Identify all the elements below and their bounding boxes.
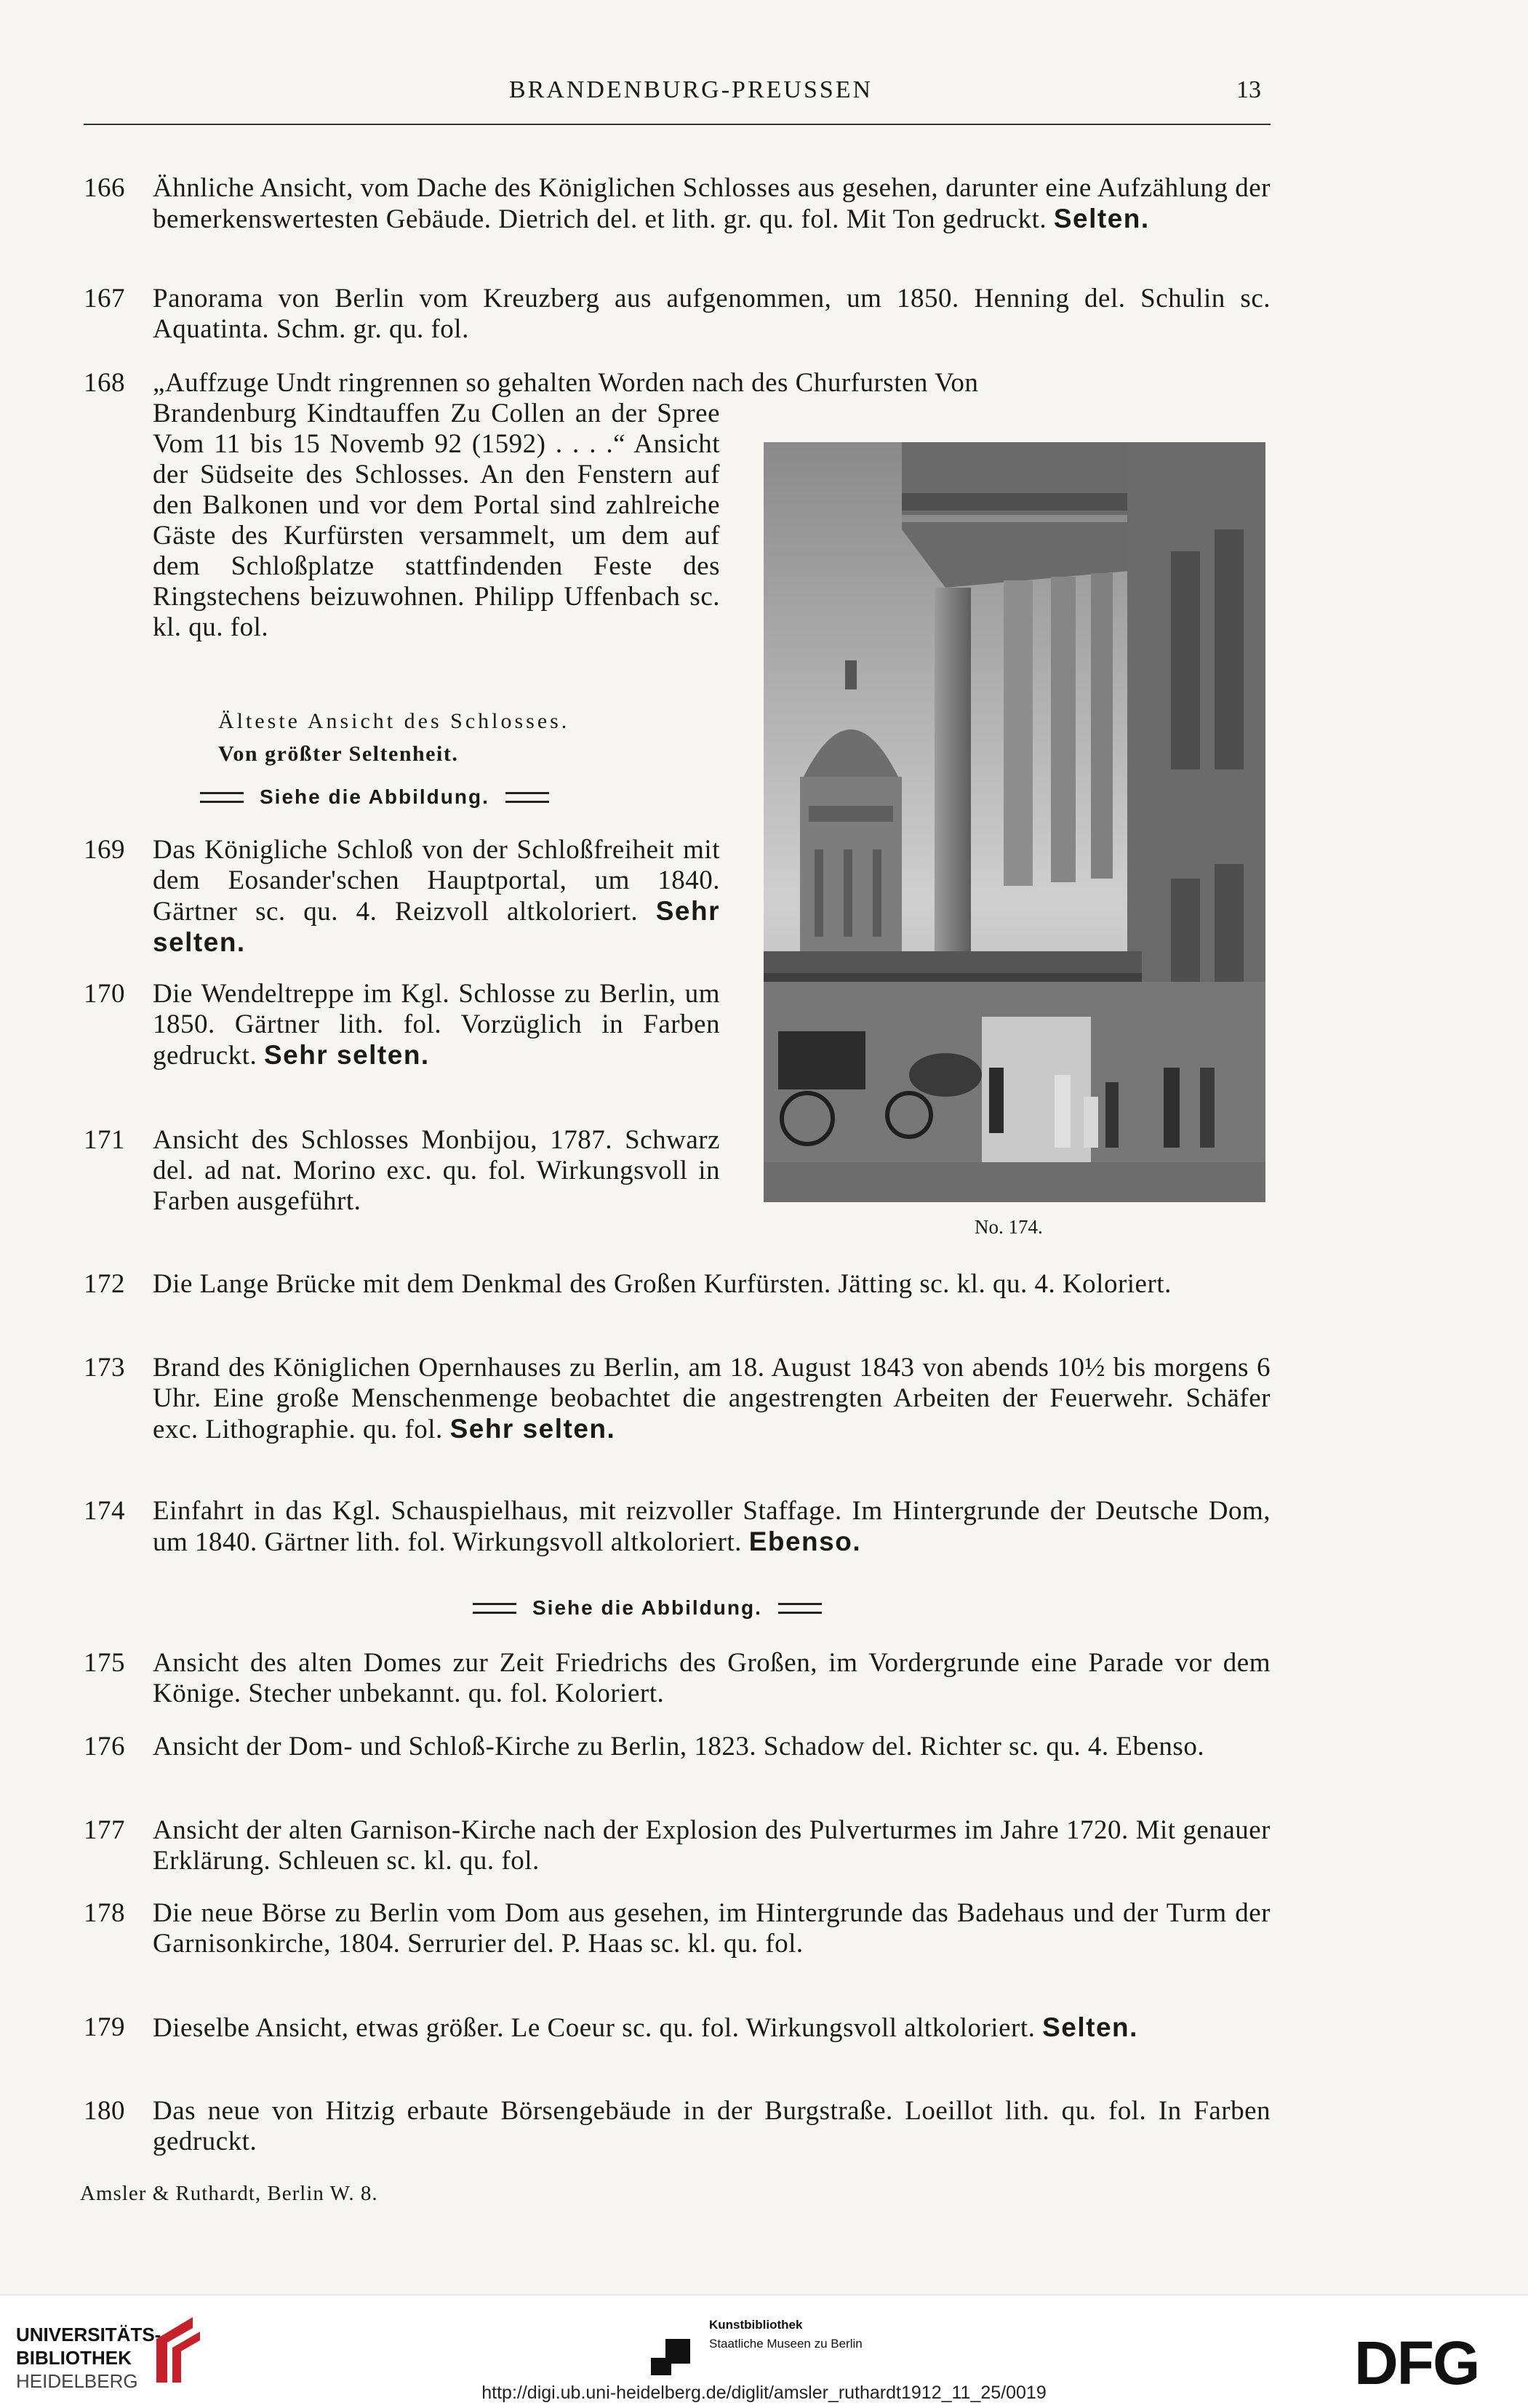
entry-number: 168 [84,368,125,398]
entry-number: 166 [84,173,125,203]
entry-175 [84,1648,1271,1709]
entry-172 [84,1269,1271,1300]
see-illustration-168 [200,785,549,809]
entry-number: 173 [84,1353,125,1383]
entry-text: Das Königliche Schloß von der Schloßfreiheit mit dem Eosander'schen Hauptportal, um 1840. Gärtner sc. qu. 4. Reizvoll altkoloriert. [153,835,720,927]
library-line-1: UNIVERSITÄTS- [16,2324,161,2345]
entry-166 [84,173,1271,235]
kb-title: Kunstbibliothek [709,2318,803,2332]
double-rule [778,1603,822,1614]
digitization-footer [0,2295,1528,2408]
page-number: 13 [1236,76,1261,103]
plate-caption: No. 174. [975,1216,1043,1238]
entry-179 [84,2012,1271,2044]
entry-rarity: Selten. [1053,204,1150,233]
entry-number: 177 [84,1815,125,1845]
double-rule [473,1603,516,1614]
entry-168-body [153,399,720,643]
entry-number: 180 [84,2096,125,2126]
see-illustration-text: Siehe die Abbildung. [260,785,489,808]
entry-text: Ähnliche Ansicht, vom Dache des Königlichen Schlosses aus gesehen, darunter eine Aufzählung der bemerkenswertesten Gebäude. Dietrich del. et lith. gr. qu. fol. Mit Ton gedruckt. [153,173,1271,234]
entry-text: Ansicht des Schlosses Monbijou, 1787. Schwarz del. ad nat. Morino exc. qu. fol. Wirkungsvoll in Farben ausgeführt. [153,1125,720,1216]
entry-178 [84,1898,1271,1959]
entry-number: 167 [84,284,125,313]
ub-heidelberg-logo-icon [149,2310,207,2390]
entry-rarity: Selten. [1042,2012,1138,2042]
entry-number: 176 [84,1732,125,1761]
entry-text: Panorama von Berlin vom Kreuzberg aus aufgenommen, um 1850. Henning del. Schulin sc. Aquatinta. Schm. gr. qu. fol. [153,284,1271,344]
entry-text: Das neue von Hitzig erbaute Börsengebäude in der Burgstraße. Loeillot lith. qu. fol. In Farben gedruckt. [153,2096,1271,2156]
entry-text: Die neue Börse zu Berlin vom Dom aus gesehen, im Hintergrunde das Badehaus und der Turm der Garnisonkirche, 1804. Serrurier del. P. Haas sc. kl. qu. fol. [153,1898,1271,1959]
entry-text: Die Wendeltreppe im Kgl. Schlosse zu Berlin, um 1850. Gärtner lith. fol. Vorzüglich in Farben gedruckt. [153,979,720,1071]
running-head: BRANDENBURG-PREUSSEN [508,76,873,103]
dfg-logo[interactable]: DFG [1354,2329,1479,2397]
entry-text: Brand des Königlichen Opernhauses zu Berlin, am 18. August 1843 von abends 10½ bis morgens 6 Uhr. Eine große Menschenmenge beobachtet die angestrengten Arbeiten der Feuerwehr. Schäfer exc. Lithographie. qu. fol. [153,1353,1271,1444]
entry-number: 170 [84,979,125,1009]
entry-rarity: Sehr selten. [449,1414,616,1444]
kunstbibliothek-wordmark[interactable] [709,2316,863,2353]
entry-rarity: Von größter Seltenheit. [218,742,459,766]
permalink-url[interactable]: http://digi.ub.uni-heidelberg.de/diglit/amsler_ruthardt1912_11_25/0019 [481,2383,1047,2403]
entry-rarity: Sehr selten. [263,1040,430,1070]
kb-subtitle: Staatliche Museen zu Berlin [709,2337,863,2351]
entry-169 [84,835,721,959]
entry-number: 179 [84,2012,125,2042]
entry-168-note: Älteste Ansicht des Schlosses. [218,709,570,733]
entry-174 [84,1496,1271,1558]
library-line-3: HEIDELBERG [16,2370,138,2392]
library-line-2: BIBLIOTHEK [16,2347,132,2369]
entry-number: 171 [84,1125,125,1155]
entry-text: Die Lange Brücke mit dem Denkmal des Großen Kurfürsten. Jätting sc. kl. qu. 4. Koloriert. [153,1269,1172,1299]
see-illustration-text: Siehe die Abbildung. [532,1596,762,1619]
double-rule [505,792,549,803]
entry-171 [84,1125,720,1217]
entry-number: 172 [84,1269,125,1299]
entry-rarity: Ebenso. [748,1527,862,1556]
entry-text: Ansicht der alten Garnison-Kirche nach der Explosion des Pulverturmes im Jahre 1720. Mit genauer Erklärung. Schleuen sc. kl. qu. fol. [153,1815,1271,1876]
plate-illustration [764,442,1265,1202]
entry-167 [84,284,1271,345]
entry-text-first-line: „Auffzuge Undt ringrennen so gehalten Worden nach des Churfursten Von [153,368,979,398]
see-illustration-174 [473,1596,822,1620]
entry-number: 175 [84,1648,125,1678]
entry-176 [84,1732,1271,1762]
entry-177 [84,1815,1271,1876]
entry-rarity: Sehr selten. [153,896,721,957]
entry-number: 169 [84,835,125,865]
publisher-imprint: Amsler & Ruthardt, Berlin W. 8. [80,2182,378,2205]
kunstbibliothek-logo-icon [651,2339,690,2375]
schauspielhaus-engraving-image [764,442,1265,1202]
entry-text: Dieselbe Ansicht, etwas größer. Le Coeur sc. qu. fol. Wirkungsvoll altkoloriert. [153,2013,1036,2043]
entry-173 [84,1353,1271,1445]
entry-text: Brandenburg Kindtauffen Zu Collen an der Spree Vom 11 bis 15 Novemb 92 (1592) . . . .“ Ansicht der Südseite des Schlosses. An den Fenstern auf den Balkonen und vor dem Portal sind zahlreiche Gäste des Kurfürsten versammelt, um dem auf dem Schloßplatze stattfindenden Feste des Ringstechens beizuwohnen. Philipp Uffenbach sc. kl. qu. fol. [153,399,720,642]
entry-170 [84,979,720,1071]
entry-168 [84,368,1271,399]
entry-number: 174 [84,1496,125,1526]
entry-168-note-bold-wrap [218,742,458,767]
entry-text: Ansicht des alten Domes zur Zeit Friedrichs des Großen, im Vordergrunde eine Parade vor dem Könige. Stecher unbekannt. qu. fol. Koloriert. [153,1648,1271,1708]
double-rule [200,792,244,803]
entry-text: Einfahrt in das Kgl. Schauspielhaus, mit reizvoller Staffage. Im Hintergrunde der Deutsche Dom, um 1840. Gärtner lith. fol. Wirkungsvoll altkoloriert. [153,1496,1271,1557]
entry-number: 178 [84,1898,125,1928]
entry-180 [84,2096,1271,2157]
entry-text: Ansicht der Dom- und Schloß-Kirche zu Berlin, 1823. Schadow del. Richter sc. qu. 4. Ebenso. [153,1732,1205,1761]
header-rule [84,124,1271,125]
